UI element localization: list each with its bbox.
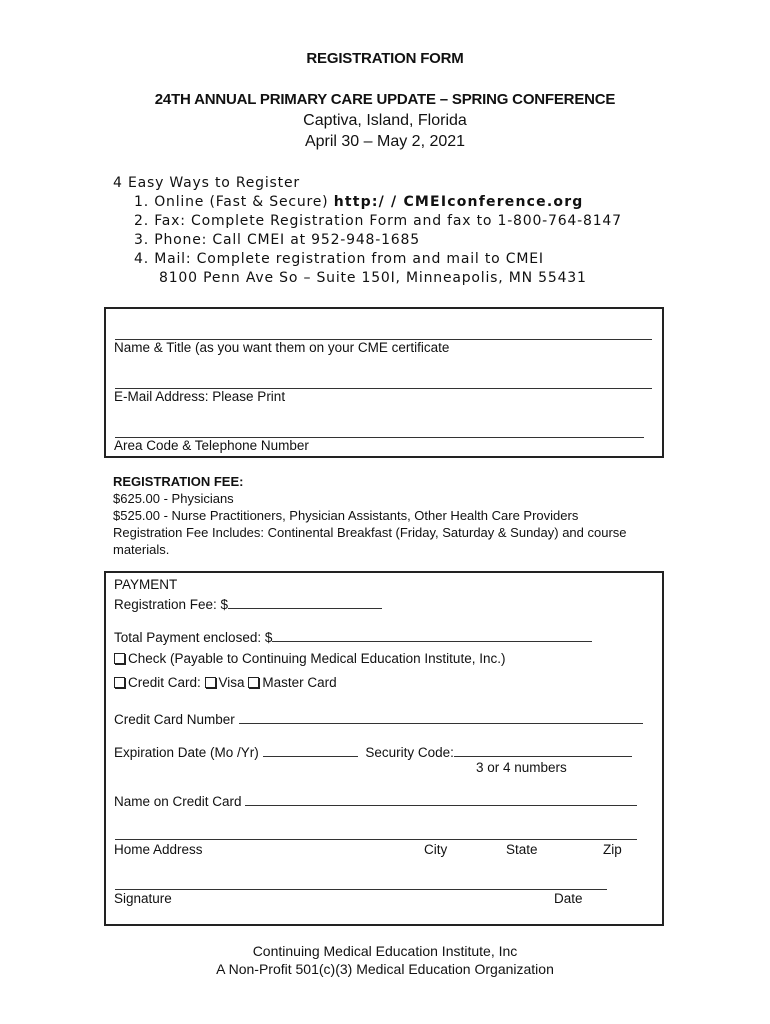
expiration-row [114,744,632,760]
way-fax [134,213,622,229]
home-address-label: Home Address [114,842,203,857]
security-field[interactable] [454,744,632,757]
fee-physicians: $625.00 - Physicians [113,491,234,506]
phone-label: Area Code & Telephone Number [114,438,309,453]
email-label: E-Mail Address: Please Print [114,389,286,404]
way-text: Online (Fast & Secure) [154,194,334,210]
event-dates: April 30 – May 2, 2021 [304,133,466,150]
way-online [134,194,584,210]
way-number: 4. [134,251,149,267]
visa-checkbox[interactable] [205,677,216,688]
fee-others: $525.00 - Nurse Practitioners, Physician Assistants, Other Health Care Providers [113,508,579,523]
total-row [114,629,592,645]
check-row [114,651,505,666]
event-location: Captiva, Island, Florida [303,112,467,129]
way-number: 1. [134,194,149,210]
card-number-field[interactable] [239,711,643,724]
expiration-label: Expiration Date (Mo /Yr) [114,745,259,760]
state-label: State [506,842,538,857]
expiration-field[interactable] [263,744,358,757]
form-title: REGISTRATION FORM [306,50,464,67]
credit-label: Credit Card: [128,675,201,690]
visa-label: Visa [218,675,245,690]
credit-row [114,675,337,690]
way-phone [134,232,420,248]
website-link[interactable]: http:/ / CMEIconference.org [333,194,584,210]
mail-address: 8100 Penn Ave So – Suite 150I, Minneapolis, MN 55431 [159,270,587,286]
city-label: City [424,842,448,857]
security-label: Security Code: [365,745,454,760]
fee-includes: Registration Fee Includes: Continental Breakfast (Friday, Saturday & Sunday) and course materials. [113,525,627,557]
zip-label: Zip [603,842,622,857]
reg-fee-label: Registration Fee: $ [114,597,229,612]
master-card-label: Master Card [262,675,337,690]
way-text: Phone: Call CMEI at 952-948-1685 [154,232,420,248]
way-number: 3. [134,232,149,248]
home-address-field[interactable] [115,839,637,840]
credit-card-checkbox[interactable] [114,677,125,688]
event-title: 24TH ANNUAL PRIMARY CARE UPDATE – SPRING CONFERENCE [154,91,616,108]
payment-box [104,571,664,926]
reg-fee-field[interactable] [228,596,382,609]
fee-heading: REGISTRATION FEE: [113,474,244,489]
way-mail [134,251,544,267]
way-text: Mail: Complete registration from and mail to CMEI [154,251,544,267]
total-field[interactable] [272,629,592,642]
way-text: Fax: Complete Registration Form and fax to 1-800-764-8147 [154,213,622,229]
way-number: 2. [134,213,149,229]
payment-heading: PAYMENT [114,577,178,592]
name-label: Name & Title (as you want them on your CME certificate [114,340,450,355]
total-label: Total Payment enclosed: $ [114,630,273,645]
check-label: Check (Payable to Continuing Medical Education Institute, Inc.) [128,651,506,666]
check-checkbox[interactable] [114,653,125,664]
card-number-label: Credit Card Number [114,712,235,727]
security-hint: 3 or 4 numbers [476,760,567,775]
card-number-row [114,711,643,727]
master-card-checkbox[interactable] [248,677,259,688]
footer-organization: Continuing Medical Education Institute, Inc [252,943,518,959]
ways-heading: 4 Easy Ways to Register [113,175,300,191]
name-on-card-field[interactable] [245,793,637,806]
signature-field[interactable] [115,889,607,890]
date-label: Date [554,891,583,906]
name-on-card-row [114,793,637,809]
signature-label: Signature [114,891,172,906]
reg-fee-row [114,596,382,612]
contact-box [104,307,664,458]
name-on-card-label: Name on Credit Card [114,794,242,809]
footer-nonprofit: A Non-Profit 501(c)(3) Medical Education Organization [216,961,554,977]
